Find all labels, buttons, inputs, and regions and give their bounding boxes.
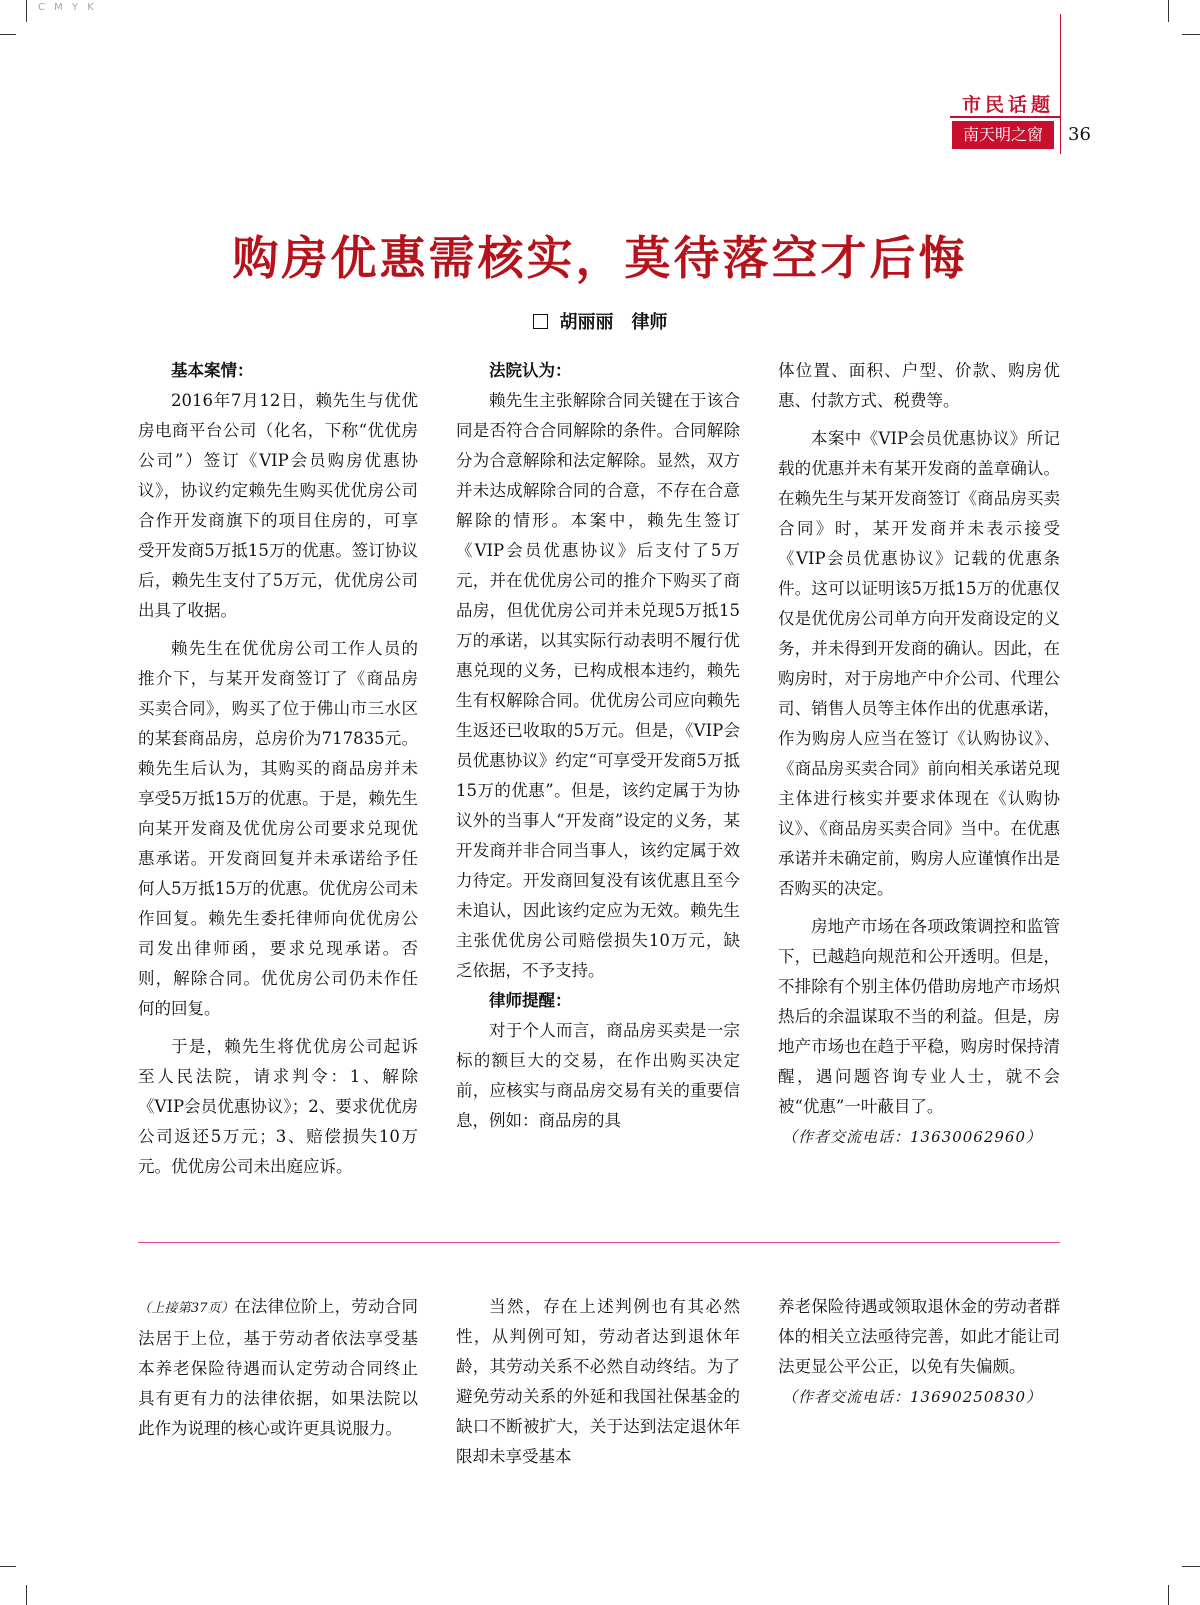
crop-mark bbox=[1182, 34, 1200, 35]
byline bbox=[0, 308, 1200, 334]
byline-text: 胡丽丽 律师 bbox=[559, 312, 668, 333]
section-heading: 律师提醒： bbox=[489, 991, 572, 1010]
header-rule bbox=[950, 116, 1060, 118]
crop-mark bbox=[1168, 1585, 1169, 1605]
crop-mark bbox=[26, 0, 27, 22]
header-vertical-rule bbox=[1060, 14, 1061, 154]
paragraph: 2016年7月12日，赖先生与优优房电商平台公司（化名，下称“优优房公司”）签订《VIP会员购房优惠协议》，协议约定赖先生购买优优房公司合作开发商旗下的项目住房的，可享受开发商5万抵15万的优惠。签订协议后，赖先生支付了5万元，优优房公司出具了收据。 bbox=[138, 391, 418, 620]
paragraph: 体位置、面积、户型、价款、购房优惠、付款方式、税费等。 bbox=[778, 361, 1060, 410]
continued-column-1 bbox=[138, 1292, 418, 1444]
continued-column-2 bbox=[456, 1292, 740, 1472]
paragraph: 对于个人而言，商品房买卖是一宗标的额巨大的交易，在作出购买决定前，应核实与商品房交易有关的重要信息，例如：商品房的具 bbox=[456, 1021, 740, 1130]
byline-box-icon bbox=[533, 314, 548, 329]
paragraph: 赖先生主张解除合同关键在于该合同是否符合合同解除的条件。合同解除分为合意解除和法定解除。显然，双方并未达成解除合同的合意，不存在合意解除的情形。本案中，赖先生签订《VIP会员优惠协议》后支付了5万元，并在优优房公司的推介下购买了商品房，但优优房公司并未兑现5万抵15万的承诺，以其实际行动表明不履行优惠兑现的义务，已构成根本违约，赖先生有权解除合同。优优房公司应向赖先生返还已收取的5万元。但是，《VIP会员优惠协议》约定“可享受开发商5万抵15万的优惠”。但是，该约定属于为协议外的当事人“开发商”设定的义务，某开发商并非合同当事人，该约定属于效力待定。开发商回复没有该优惠且至今未追认，因此该约定应为无效。赖先生主张优优房公司赔偿损失10万元，缺乏依据，不予支持。 bbox=[456, 391, 740, 980]
section-divider bbox=[138, 1242, 1060, 1243]
paragraph: 当然，存在上述判例也有其必然性，从判例可知，劳动者达到退休年龄，其劳动关系不必然自动终结。为了避免劳动关系的外延和我国社保基金的缺口不断被扩大，关于达到法定退休年限却未享受基本 bbox=[456, 1297, 740, 1466]
paragraph: 房地产市场在各项政策调控和监管下，已越趋向规范和公开透明。但是，不排除有个别主体仍借助房地产市场炽热后的余温谋取不当的利益。但是，房地产市场也在趋于平稳，购房时保持清醒，遇问题咨询专业人士，就不会被“优惠”一叶蔽目了。 bbox=[778, 917, 1060, 1116]
paragraph: 本案中《VIP会员优惠协议》所记载的优惠并未有某开发商的盖章确认。在赖先生与某开发商签订《商品房买卖合同》时，某开发商并未表示接受《VIP会员优惠协议》记载的优惠条件。这可以证明该5万抵15万的优惠仅仅是优优房公司单方向开发商设定的义务，并未得到开发商的确认。因此，在购房时，对于房地产中介公司、代理公司、销售人员等主体作出的优惠承诺，作为购房人应当在签订《认购协议》、《商品房买卖合同》前向相关承诺兑现主体进行核实并要求体现在《认购协议》、《商品房买卖合同》当中。在优惠承诺并未确定前，购房人应谨慎作出是否购买的决定。 bbox=[778, 429, 1060, 898]
paragraph: 养老保险待遇或领取退休金的劳动者群体的相关立法亟待完善，如此才能让司法更显公平公正，以免有失偏颇。 bbox=[778, 1297, 1060, 1376]
crop-mark bbox=[1168, 0, 1169, 22]
continued-reference: （上接第37页） bbox=[138, 1301, 235, 1316]
crop-mark bbox=[0, 1566, 16, 1567]
crop-mark bbox=[26, 1585, 27, 1605]
article-column-3 bbox=[778, 356, 1060, 1152]
article-column-1 bbox=[138, 356, 418, 1182]
paragraph bbox=[138, 1292, 418, 1444]
page-number: 36 bbox=[1068, 124, 1091, 145]
paragraph-text: 在法律位阶上，劳动合同法居于上位，基于劳动者依法享受基本养老保险待遇而认定劳动合同终止具有更有力的法律依据，如果法院以此作为说理的核心或许更具说服力。 bbox=[138, 1297, 418, 1438]
cmyk-print-mark: C M Y K bbox=[38, 2, 97, 13]
column-badge: 南天明之窗 bbox=[952, 121, 1054, 149]
paragraph: 于是，赖先生将优优房公司起诉至人民法院，请求判令：1、解除《VIP会员优惠协议》；2、要求优优房公司返还5万元；3、赔偿损失10万元。优优房公司未出庭应诉。 bbox=[138, 1037, 418, 1176]
section-heading: 基本案情： bbox=[171, 361, 254, 380]
continued-column-3 bbox=[778, 1292, 1060, 1412]
crop-mark bbox=[0, 34, 16, 35]
article-column-2 bbox=[456, 356, 740, 1136]
section-heading: 法院认为： bbox=[489, 361, 572, 380]
author-contact: （作者交流电话：13690250830） bbox=[782, 1388, 1042, 1406]
article-title: 购房优惠需核实，莫待落空才后悔 bbox=[232, 231, 968, 285]
paragraph: 赖先生在优优房公司工作人员的推介下，与某开发商签订了《商品房买卖合同》，购买了位于佛山市三水区的某套商品房，总房价为717835元。赖先生后认为，其购买的商品房并未享受5万抵15万的优惠。于是，赖先生向某开发商及优优房公司要求兑现优惠承诺。开发商回复并未承诺给予任何人5万抵15万的优惠。优优房公司未作回复。赖先生委托律师向优优房公司发出律师函，要求兑现承诺。否则，解除合同。优优房公司仍未作任何的回复。 bbox=[138, 639, 418, 1018]
section-tag: 市民话题 bbox=[961, 94, 1054, 116]
crop-mark bbox=[1182, 1566, 1200, 1567]
author-contact: （作者交流电话：13630062960） bbox=[782, 1128, 1042, 1146]
